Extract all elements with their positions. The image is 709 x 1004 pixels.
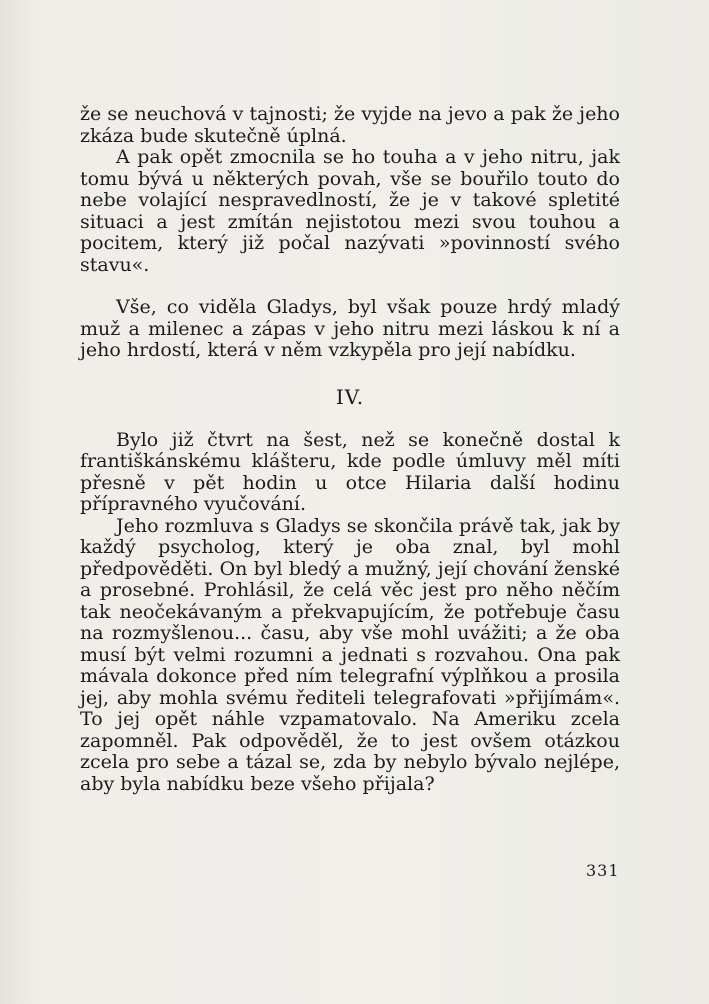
paragraph-5: Jeho rozmluva s Gladys se skončila právě tak, jak by každý psycholog, který je oba znal, byl mohl předpověděti. On byl bledý a mužný, její chování ženské a prosebné. Prohlásil, že celá věc jest pro něho něčím tak neočekávaným a překvapujícím, že potřebuje času na rozmyšlenou... času, aby vše mohl uvážiti; a že oba musí být velmi rozumni a jednati s rozvahou. Ona pak mávala dokonce před ním telegrafní výplňkou a prosila jej, aby mohla svému řediteli telegrafovati »přijímám«. To jej opět náhle vzpamatovalo. Na Ameriku zcela zapomněl. Pak odpověděl, že to jest ovšem otázkou zcela pro sebe a tázal se, zda by nebylo bývalo nejlépe, aby byla nabídku beze všeho přijala? <box>80 514 620 795</box>
page-number: 331 <box>586 861 620 880</box>
chapter-heading: IV. <box>335 384 365 409</box>
paragraph-1: že se neuchová v tajnosti; že vyjde na jevo a pak že jeho zkáza bude skutečně úplná. <box>80 103 620 147</box>
paragraph-2: A pak opět zmocnila se ho touha a v jeho nitru, jak tomu bývá u některých povah, vše se bouřilo touto do nebe volající nespravedlností, že je v takové spletité situaci a jest zmítán nejistotou mezi svou touhou a pocitem, který již počal nazývati »povinností svého stavu«. <box>80 146 620 276</box>
paragraph-4: Bylo již čtvrt na šest, než se konečně dostal k františkánskému klášteru, kde podle úmluvy měl míti přesně v pět hodin u otce Hilaria další hodinu přípravného vyučování. <box>80 428 620 515</box>
page-text <box>80 104 620 795</box>
paragraph-3: Vše, co viděla Gladys, byl však pouze hrdý mladý muž a milenec a zápas v jeho nitru mezi láskou k ní a jeho hrdostí, která v něm vzkypěla pro její nabídku. <box>80 296 620 361</box>
